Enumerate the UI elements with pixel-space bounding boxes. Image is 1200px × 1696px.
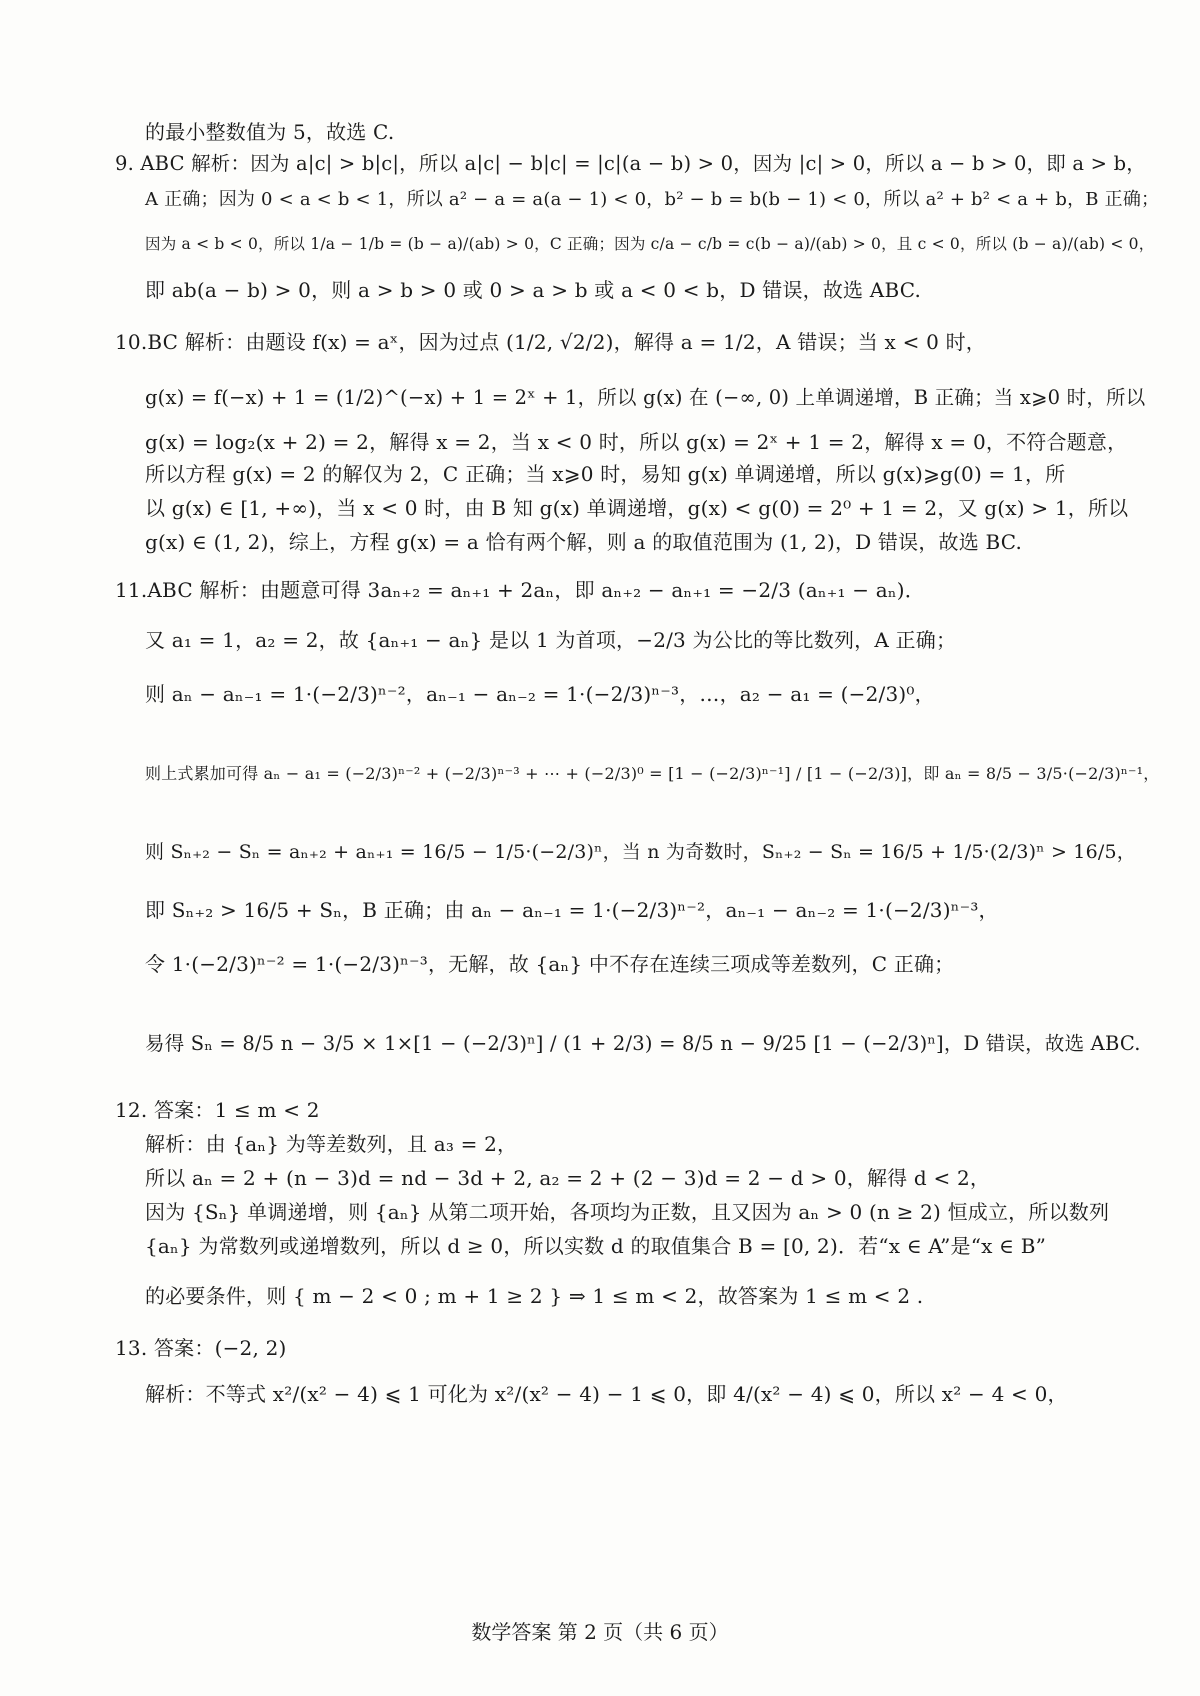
q10-line-3: g(x) = log₂(x + 2) = 2，解得 x = 2，当 x < 0 时，所以 g(x) = 2ˣ + 1 = 2，解得 x = 0，不符合题意， <box>145 430 1128 454</box>
q10-line-4: 所以方程 g(x) = 2 的解仅为 2，C 正确；当 x⩾0 时，易知 g(x) 单调递增，所以 g(x)⩾g(0) = 1，所 <box>145 462 1066 486</box>
q11-line-8: 易得 Sₙ = 8/5 n − 3/5 × 1×[1 − (−2/3)ⁿ] / (1 + 2/3) = 8/5 n − 9/25 [1 − (−2/3)ⁿ]，D 错误，故选 ABC. <box>145 1032 1141 1055</box>
q9-line-2: A 正确；因为 0 < a < b < 1，所以 a² − a = a(a − 1) < 0，b² − b = b(b − 1) < 0，所以 a² + b² < a + b，B 正确； <box>145 189 1160 210</box>
q11-line-2: 又 a₁ = 1，a₂ = 2，故 {aₙ₊₁ − aₙ} 是以 1 为首项，−2/3 为公比的等比数列，A 正确； <box>145 628 957 652</box>
q11-line-4: 则上式累加可得 aₙ − a₁ = (−2/3)ⁿ⁻² + (−2/3)ⁿ⁻³ + ⋯ + (−2/3)⁰ = [1 − (−2/3)ⁿ⁻¹] / [1 − (−2/3)]，即 aₙ = 8/5 − 3/5·(−2/3)ⁿ⁻¹， <box>145 764 1160 783</box>
q12-line-4: {aₙ} 为常数列或递增数列，所以 d ≥ 0，所以实数 d 的取值集合 B = [0, 2)．若“x ∈ A”是“x ∈ B” <box>145 1234 1047 1258</box>
q12-line-5: 的必要条件，则 { m − 2 < 0 ; m + 1 ≥ 2 } ⇒ 1 ≤ m < 2，故答案为 1 ≤ m < 2 . <box>145 1284 924 1308</box>
q13-line-1: 解析：不等式 x²/(x² − 4) ⩽ 1 可化为 x²/(x² − 4) − 1 ⩽ 0，即 4/(x² − 4) ⩽ 0，所以 x² − 4 < 0， <box>145 1382 1068 1406</box>
q9-line-4: 即 ab(a − b) > 0，则 a > b > 0 或 0 > a > b 或 a < 0 < b，D 错误，故选 ABC. <box>145 278 922 302</box>
q11-line-3: 则 aₙ − aₙ₋₁ = 1·(−2/3)ⁿ⁻²，aₙ₋₁ − aₙ₋₂ = 1·(−2/3)ⁿ⁻³，…，a₂ − a₁ = (−2/3)⁰， <box>145 682 935 706</box>
q9-line-3: 因为 a < b < 0，所以 1/a − 1/b = (b − a)/(ab) > 0，C 正确；因为 c/a − c/b = c(b − a)/(ab) > 0，且 c < 0，所以 (b − a)/(ab) < 0， <box>145 235 1155 253</box>
q12-line-2: 所以 aₙ = 2 + (n − 3)d = nd − 3d + 2, a₂ = 2 + (2 − 3)d = 2 − d > 0，解得 d < 2， <box>145 1166 991 1190</box>
q11-line-6: 即 Sₙ₊₂ > 16/5 + Sₙ，B 正确；由 aₙ − aₙ₋₁ = 1·(−2/3)ⁿ⁻²，aₙ₋₁ − aₙ₋₂ = 1·(−2/3)ⁿ⁻³， <box>145 898 999 922</box>
q12-answer: 12. 答案：1 ≤ m < 2 <box>115 1098 320 1122</box>
text-line: 的最小整数值为 5，故选 C. <box>145 120 395 144</box>
q11-line-7: 令 1·(−2/3)ⁿ⁻² = 1·(−2/3)ⁿ⁻³，无解，故 {aₙ} 中不存在连续三项成等差数列，C 正确； <box>145 952 955 976</box>
q9-line-1: 9. ABC 解析：因为 a|c| > b|c|，所以 a|c| − b|c| = |c|(a − b) > 0，因为 |c| > 0，所以 a − b > 0，即 a > b， <box>115 152 1146 175</box>
q12-line-3: 因为 {Sₙ} 单调递增，则 {aₙ} 从第二项开始，各项均为正数，且又因为 aₙ > 0 (n ≥ 2) 恒成立，所以数列 <box>145 1200 1110 1224</box>
q12-line-1: 解析：由 {aₙ} 为等差数列，且 a₃ = 2， <box>145 1132 518 1156</box>
q13-answer: 13. 答案：(−2, 2) <box>115 1336 287 1360</box>
q11-line-1: 11.ABC 解析：由题意可得 3aₙ₊₂ = aₙ₊₁ + 2aₙ，即 aₙ₊₂ − aₙ₊₁ = −2/3 (aₙ₊₁ − aₙ)． <box>115 578 925 602</box>
q10-line-1: 10.BC 解析：由题设 f(x) = aˣ，因为过点 (1/2, √2/2)，解得 a = 1/2，A 错误；当 x < 0 时， <box>115 330 986 354</box>
q10-line-2: g(x) = f(−x) + 1 = (1/2)^(−x) + 1 = 2ˣ + 1，所以 g(x) 在 (−∞, 0) 上单调递增，B 正确；当 x⩾0 时，所以 <box>145 386 1146 409</box>
q10-line-5: 以 g(x) ∈ [1, +∞)，当 x < 0 时，由 B 知 g(x) 单调递增，g(x) < g(0) = 2⁰ + 1 = 2，又 g(x) > 1，所以 <box>145 496 1129 520</box>
page-footer: 数学答案 第 2 页（共 6 页） <box>471 1620 729 1644</box>
q11-line-5: 则 Sₙ₊₂ − Sₙ = aₙ₊₂ + aₙ₊₁ = 16/5 − 1/5·(−2/3)ⁿ，当 n 为奇数时，Sₙ₊₂ − Sₙ = 16/5 + 1/5·(2/3)ⁿ > 16/5， <box>145 841 1136 863</box>
q10-line-6: g(x) ∈ (1, 2)，综上，方程 g(x) = a 恰有两个解，则 a 的取值范围为 (1, 2)，D 错误，故选 BC. <box>145 530 1023 554</box>
